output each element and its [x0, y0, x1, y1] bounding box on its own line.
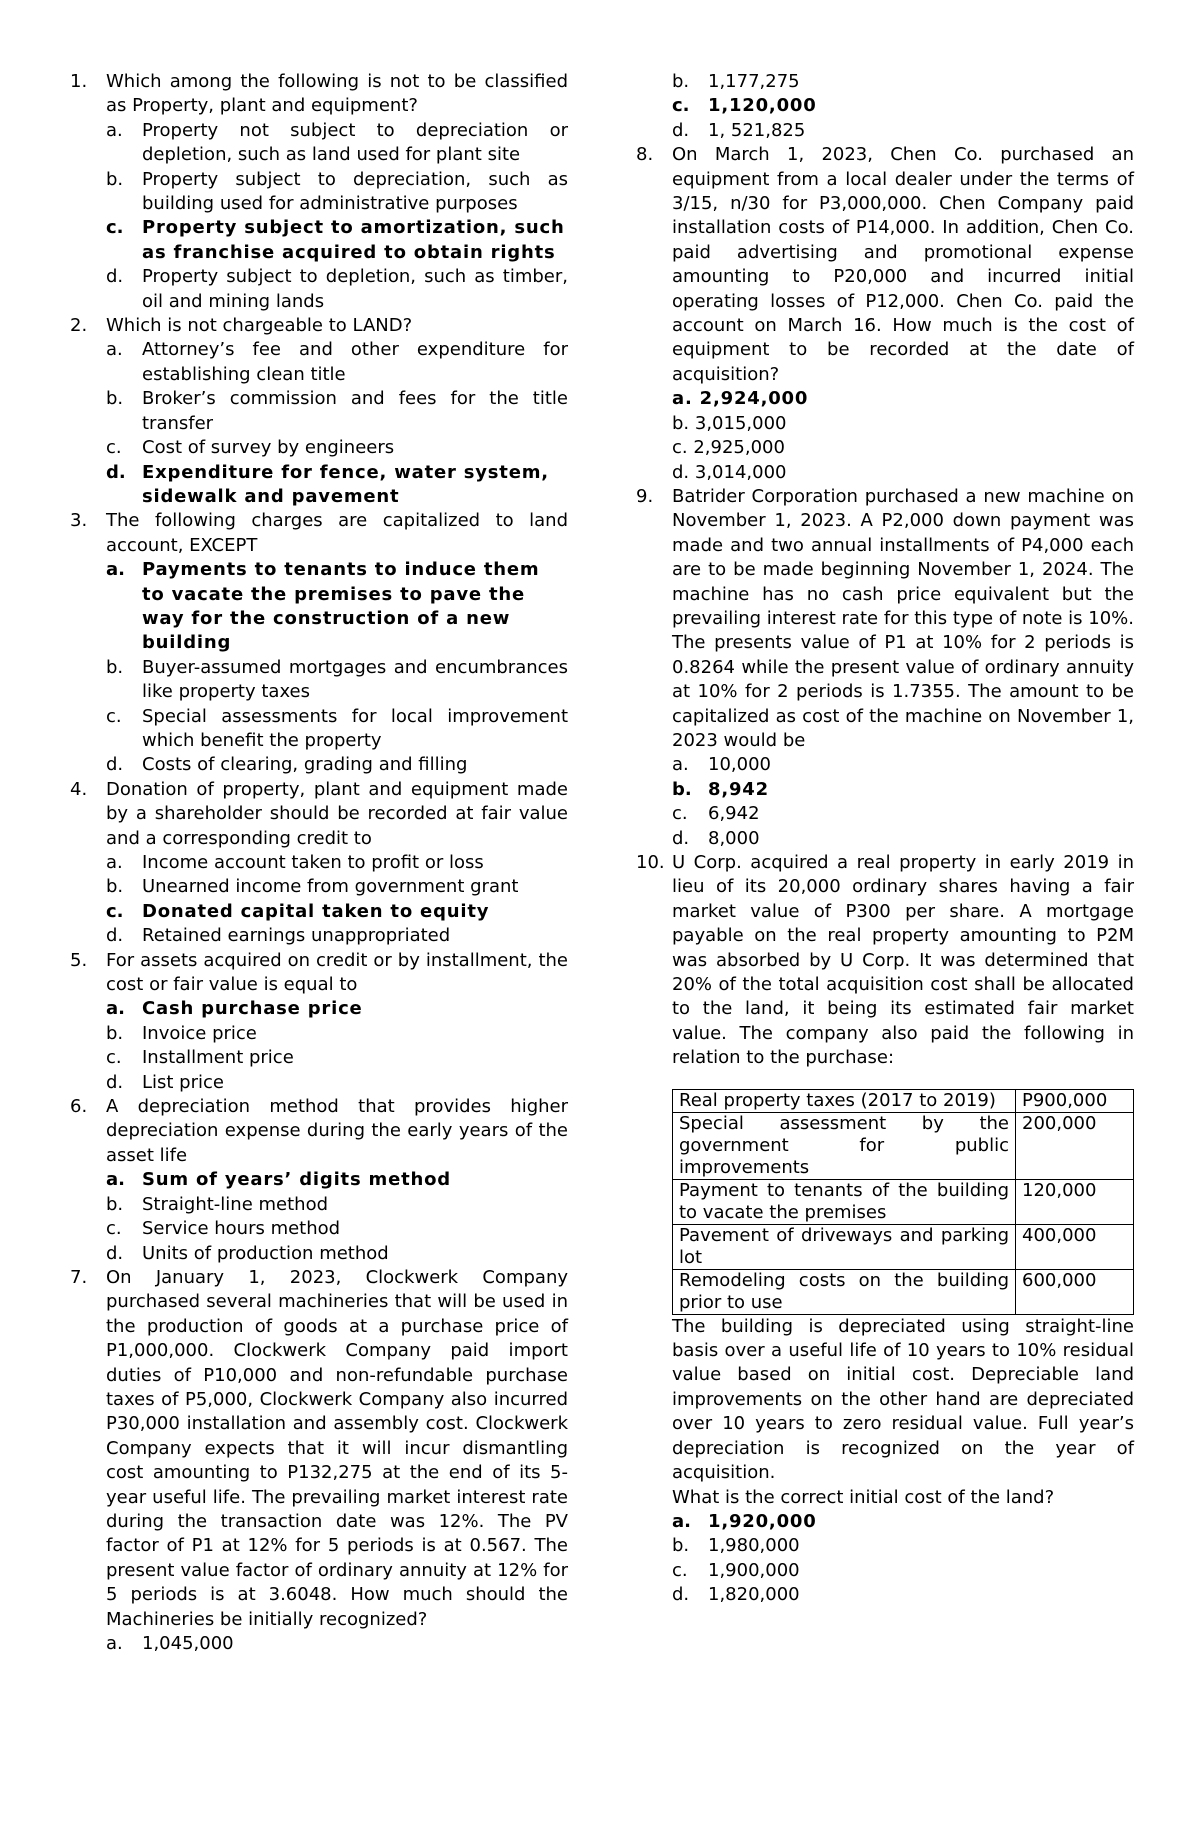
table-cell-amount: 600,000	[1016, 1269, 1134, 1314]
answer-option	[106, 924, 568, 948]
question-body	[672, 143, 1134, 485]
answer-option	[106, 851, 568, 875]
answer-option	[106, 1242, 568, 1266]
option-text: List price	[142, 1071, 224, 1093]
answer-options	[106, 119, 568, 314]
option-letter: a.	[672, 754, 689, 776]
option-letter: d.	[106, 1242, 124, 1264]
answer-options	[672, 387, 1134, 485]
option-letter: a.	[106, 852, 123, 873]
option-text: Property subject to amortization, such as franchise acquired to obtain rights	[142, 217, 565, 263]
question-text: Batrider Corporation purchased a new machine on November 1, 2023. A P2,000 down payment was made and two annual installments of P4,000 each are to be made beginning November 1, 2024. The machine has no cash price equivalent but the prevailing interest rate for this type of note is 10%. The presents value of P1 at 10% for 2 periods is 0.8264 while the present value of ordinary annuity at 10% for 2 periods is 1.7355. The amount to be capitalized as cost of the machine on November 1, 2023 would be	[672, 485, 1134, 751]
answer-options	[106, 338, 568, 509]
option-text: Property subject to depreciation, such as building used for administrative purposes	[142, 168, 568, 215]
answer-option: d. 3,014,000	[672, 461, 787, 483]
question-body	[672, 485, 1134, 851]
answer-options	[106, 558, 568, 778]
option-text: Property not subject to depreciation or depletion, such as land used for plant site	[142, 119, 568, 166]
option-letter: d.	[106, 461, 126, 483]
answer-option-correct	[106, 558, 568, 656]
option-letter: d.	[672, 119, 690, 141]
option-text: Invoice price	[142, 1022, 257, 1044]
answer-option	[106, 168, 568, 217]
question-text: Which among the following is not to be classified as Property, plant and equipment?	[106, 71, 568, 117]
answer-option-correct	[106, 461, 568, 510]
option-text: Cash purchase price	[142, 998, 363, 1020]
question-number: 2.	[70, 315, 88, 337]
question-body	[106, 1266, 568, 1657]
answer-options	[672, 1510, 1134, 1608]
answer-options	[106, 851, 568, 949]
question-8	[636, 143, 1134, 485]
table-cell-amount: 120,000	[1016, 1179, 1134, 1224]
answer-option	[672, 1583, 1134, 1607]
option-text: Donated capital taken to equity	[142, 900, 490, 922]
answer-option: b. 3,015,000	[672, 412, 787, 434]
option-letter: d.	[106, 754, 124, 776]
question-text: On March 1, 2023, Chen Co. purchased an equipment from a local dealer under the terms of 3/15, n/30 for P3,000,000. Chen Company paid installation costs of P14,000. In addition, Chen Co. paid advertising and promotional expense amounting to P20,000 and incurred initial operating losses of P12,000. Chen Co. paid the account on March 16. How much is the cost of equipment to be recorded at the date of acquisition?	[672, 144, 1134, 385]
question-body	[106, 314, 568, 509]
option-text: Units of production method	[142, 1242, 389, 1264]
option-letter: c.	[672, 803, 688, 825]
answer-option-correct	[672, 1510, 1134, 1534]
question-1	[70, 70, 568, 314]
option-text: 1,820,000	[708, 1584, 800, 1606]
option-text: 1,920,000	[708, 1510, 817, 1532]
right-column	[636, 70, 1134, 1608]
answer-option-correct: a. 2,924,000	[672, 388, 809, 410]
table-cell-item: Real property taxes (2017 to 2019)	[673, 1089, 1016, 1112]
option-letter: d.	[106, 1071, 124, 1093]
option-letter: b.	[672, 71, 690, 92]
answer-option	[672, 753, 1134, 777]
option-text: Cost of survey by engineers	[142, 437, 395, 459]
answer-option	[106, 875, 568, 899]
answer-option	[106, 338, 568, 387]
answer-option	[106, 1193, 568, 1217]
option-letter: c.	[106, 1047, 122, 1069]
option-text: Attorney’s fee and other expenditure for establishing clean title	[142, 339, 568, 385]
option-letter: b.	[106, 876, 124, 898]
table-cell-amount: 400,000	[1016, 1224, 1134, 1269]
table-row	[673, 1224, 1134, 1269]
option-text: 1,177,275	[708, 71, 800, 92]
question-5	[70, 949, 568, 1095]
answer-option	[106, 705, 568, 754]
question-text: U Corp. acquired a real property in early 2019 in lieu of its 20,000 ordinary shares having a fair market value of P300 per share. A mortgage payable on the real property amounting to P2M was absorbed by U Corp. It was determined that 20% of the total acquisition cost shall be allocated to the land, it being its estimated fair market value. The company also paid the following in relation to the purchase:	[672, 852, 1134, 1069]
option-text: Straight-line method	[142, 1193, 329, 1215]
option-text: 1,045,000	[142, 1633, 234, 1654]
option-text: Property subject to depletion, such as timber, oil and mining lands	[142, 266, 568, 312]
question-body	[106, 1095, 568, 1266]
option-letter: c.	[672, 1559, 688, 1581]
option-text: Special assessments for local improvement which benefit the property	[142, 705, 568, 751]
option-letter: c.	[106, 1218, 122, 1240]
answer-option	[106, 387, 568, 436]
option-text: 1, 521,825	[708, 119, 806, 141]
answer-option	[106, 1022, 568, 1046]
option-letter: c.	[106, 705, 122, 727]
question-9	[636, 485, 1134, 851]
option-text: Expenditure for fence, water system, sidewalk and pavement	[142, 461, 549, 507]
answer-option	[672, 70, 1134, 94]
option-text: Service hours method	[142, 1218, 341, 1240]
answer-option	[106, 1217, 568, 1241]
option-letter: a.	[106, 1169, 125, 1191]
option-letter: a.	[106, 119, 123, 141]
answer-options	[106, 1632, 568, 1656]
question-prompt: What is the correct initial cost of the land?	[672, 1486, 1055, 1508]
table-cell-item: Pavement of driveways and parking lot	[673, 1224, 1016, 1269]
question-10	[636, 851, 1134, 1608]
answer-option	[672, 827, 1134, 851]
question-number: 7.	[70, 1266, 88, 1288]
option-text: Retained earnings unappropriated	[142, 925, 451, 947]
option-text: 1,900,000	[708, 1559, 800, 1581]
option-text: 6,942	[708, 803, 760, 825]
option-letter: b.	[672, 778, 692, 800]
answer-option	[106, 1632, 568, 1656]
question-text: Donation of property, plant and equipment made by a shareholder should be recorded at fair value and a corresponding credit to	[106, 778, 568, 849]
question-text: Which is not chargeable to LAND?	[106, 315, 413, 337]
option-text: 1,120,000	[708, 95, 817, 117]
option-text: Sum of years’ digits method	[142, 1169, 451, 1191]
option-text: 8,000	[708, 827, 760, 849]
answer-option	[106, 1046, 568, 1070]
option-letter: d.	[672, 1584, 690, 1606]
option-text: Costs of clearing, grading and filling	[142, 754, 468, 776]
answer-option	[672, 802, 1134, 826]
table-cell-amount: 200,000	[1016, 1112, 1134, 1179]
table-cell-amount: P900,000	[1016, 1089, 1134, 1112]
table-cell-item: Special assessment by the government for public improvements	[673, 1112, 1016, 1179]
question-body	[106, 509, 568, 777]
answer-option	[106, 1071, 568, 1095]
option-letter: b.	[106, 388, 124, 410]
option-letter: a.	[106, 998, 125, 1020]
answer-option	[106, 436, 568, 460]
option-letter: b.	[106, 1022, 124, 1044]
right-questions	[636, 143, 1134, 851]
question-number: 4.	[70, 778, 88, 800]
option-letter: a.	[106, 339, 123, 361]
option-text: Installment price	[142, 1047, 294, 1069]
question-number: 6.	[70, 1096, 88, 1118]
answer-option	[106, 265, 568, 314]
question-text: For assets acquired on credit or by installment, the cost or fair value is equal to	[106, 949, 568, 996]
answer-option-correct	[106, 216, 568, 265]
question-body	[106, 778, 568, 949]
table-row	[673, 1089, 1134, 1112]
question-6	[70, 1095, 568, 1266]
left-column	[70, 70, 568, 1656]
question-7	[70, 1266, 568, 1657]
option-text: Buyer-assumed mortgages and encumbrances like property taxes	[142, 656, 568, 703]
option-letter: d.	[106, 925, 124, 947]
answer-option: c. 2,925,000	[672, 437, 785, 459]
table-cell-item: Remodeling costs on the building prior to use	[673, 1269, 1016, 1314]
option-letter: c.	[106, 900, 124, 922]
question-number: 3.	[70, 510, 88, 532]
option-letter: b.	[106, 656, 124, 678]
q7-continued-options	[636, 70, 1134, 143]
option-letter: b.	[106, 1193, 124, 1215]
option-letter: a.	[106, 559, 125, 581]
answer-options	[672, 753, 1134, 851]
answer-option-correct	[672, 94, 1134, 118]
question-4	[70, 778, 568, 949]
answer-option	[672, 119, 1134, 143]
option-text: Unearned income from government grant	[142, 876, 519, 898]
table-row	[673, 1179, 1134, 1224]
option-letter: c.	[672, 95, 690, 117]
question-text: A depreciation method that provides higher depreciation expense during the early years of the asset life	[106, 1096, 568, 1166]
question-text: On January 1, 2023, Clockwerk Company purchased several machineries that will be used in the production of goods at a purchase price of P1,000,000. Clockwerk Company paid import duties of P10,000 and non-refundable purchase taxes of P5,000, Clockwerk Company also incurred P30,000 installation and assembly cost. Clockwerk Company expects that it will incur dismantling cost amounting to P132,275 at the end of its 5-year useful life. The prevailing market interest rate during the transaction date was 12%. The PV factor of P1 at 12% for 5 periods is at 0.567. The present value factor of ordinary annuity at 12% for 5 periods is at 3.6048. How much should the Machineries be initially recognized?	[106, 1266, 568, 1630]
option-letter: b.	[106, 168, 124, 190]
answer-option-correct	[106, 900, 568, 924]
option-text: 1,980,000	[708, 1535, 800, 1557]
depreciation-text: The building is depreciated using straight-line basis over a useful life of 10 years to 10% residual value based on initial cost. Depreciable land improvements on the other hand are depreciated over 10 years to zero residual value. Full year’s depreciation is recognized on the year of acquisition.	[672, 1315, 1134, 1484]
option-text: 10,000	[708, 754, 771, 776]
answer-options	[106, 1168, 568, 1266]
answer-option-correct	[106, 997, 568, 1021]
question-2	[70, 314, 568, 509]
cost-table	[672, 1089, 1134, 1315]
question-number: 8.	[636, 144, 654, 166]
question-text: The following charges are capitalized to land account, EXCEPT	[106, 510, 568, 556]
option-letter: b.	[672, 1535, 690, 1557]
table-row	[673, 1269, 1134, 1314]
question-body	[106, 949, 568, 1095]
option-letter: a.	[106, 1633, 123, 1654]
question-number: 9.	[636, 485, 654, 507]
option-text: Broker’s commission and fees for the title transfer	[142, 388, 568, 434]
question-body	[106, 70, 568, 314]
option-text: Income account taken to profit or loss	[142, 852, 484, 873]
option-letter: d.	[672, 827, 690, 849]
answer-option	[672, 1559, 1134, 1583]
table-cell-item: Payment to tenants of the building to vacate the premises	[673, 1179, 1016, 1224]
answer-option-correct	[106, 1168, 568, 1192]
answer-option	[106, 656, 568, 705]
option-letter: c.	[106, 217, 124, 239]
table-row	[673, 1112, 1134, 1179]
answer-option-correct	[672, 778, 1134, 802]
answer-option	[106, 753, 568, 777]
question-body	[672, 851, 1134, 1608]
answer-option	[672, 1534, 1134, 1558]
question-number: 10.	[636, 852, 665, 873]
question-3	[70, 509, 568, 777]
option-letter: a.	[672, 1510, 691, 1532]
question-number: 1.	[70, 71, 88, 92]
option-letter: c.	[106, 437, 122, 459]
option-text: 8,942	[708, 778, 769, 800]
answer-option	[106, 119, 568, 168]
question-number: 5.	[70, 949, 88, 971]
option-text: Payments to tenants to induce them to vacate the premises to pave the way for the construction of a new building	[142, 559, 540, 654]
option-letter: d.	[106, 266, 124, 288]
answer-options	[106, 997, 568, 1095]
